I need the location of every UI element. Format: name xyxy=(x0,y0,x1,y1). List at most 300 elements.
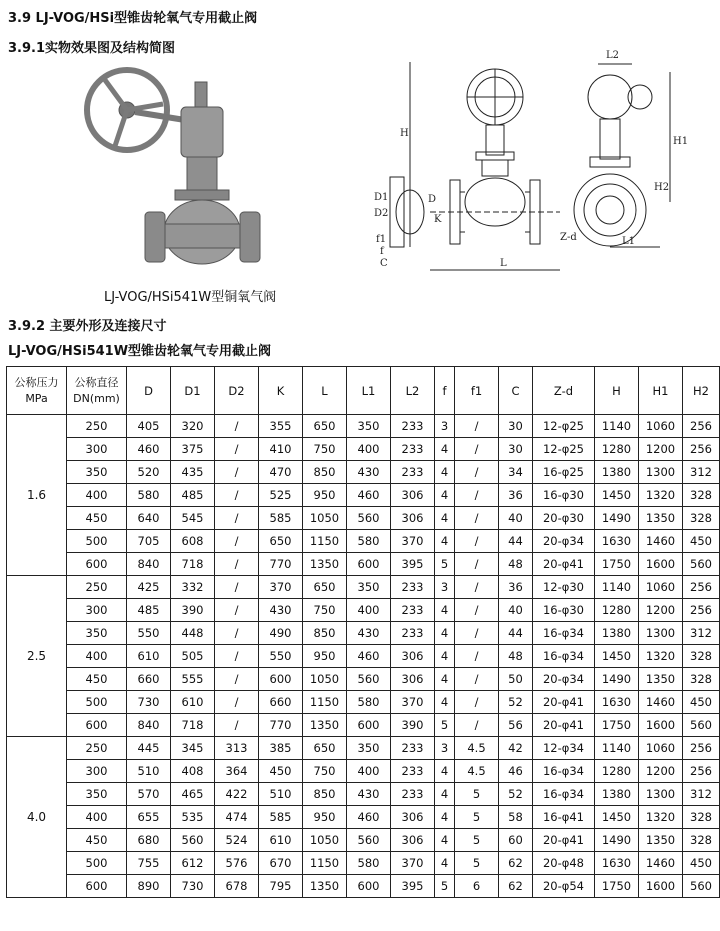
table-cell: 4 xyxy=(435,852,455,875)
table-cell: 730 xyxy=(127,691,171,714)
table-cell: 375 xyxy=(171,438,215,461)
table-cell: 300 xyxy=(67,760,127,783)
table-cell: / xyxy=(215,645,259,668)
table-cell: 256 xyxy=(683,438,720,461)
table-cell: / xyxy=(455,645,499,668)
table-cell: 4 xyxy=(435,668,455,691)
label-d2: D2 xyxy=(374,208,389,219)
table-cell: 408 xyxy=(171,760,215,783)
table-cell: / xyxy=(455,668,499,691)
table-cell: 233 xyxy=(391,760,435,783)
table-cell: 364 xyxy=(215,760,259,783)
table-cell: 233 xyxy=(391,438,435,461)
table-cell: 430 xyxy=(347,461,391,484)
table-cell: 500 xyxy=(67,852,127,875)
table-cell: 5 xyxy=(455,806,499,829)
table-cell: 6 xyxy=(455,875,499,898)
table-cell: 256 xyxy=(683,415,720,438)
table-cell: 840 xyxy=(127,553,171,576)
label-h: H xyxy=(400,128,409,139)
table-row xyxy=(7,415,720,438)
table-cell: 450 xyxy=(67,668,127,691)
table-cell: 312 xyxy=(683,783,720,806)
table-cell: 450 xyxy=(259,760,303,783)
table-cell: 400 xyxy=(347,599,391,622)
table-cell: 48 xyxy=(499,645,533,668)
table-cell: 600 xyxy=(67,875,127,898)
table-row xyxy=(7,507,720,530)
table-cell: / xyxy=(455,553,499,576)
table-cell: 545 xyxy=(171,507,215,530)
table-cell: 474 xyxy=(215,806,259,829)
table-cell: 1450 xyxy=(595,484,639,507)
table-cell: 370 xyxy=(391,691,435,714)
table-cell: 400 xyxy=(67,806,127,829)
table-row xyxy=(7,829,720,852)
table-cell: 12-φ25 xyxy=(533,415,595,438)
table-cell: 1300 xyxy=(639,461,683,484)
table-cell: 313 xyxy=(215,737,259,760)
table-cell: 400 xyxy=(67,484,127,507)
table-cell: 46 xyxy=(499,760,533,783)
table-cell: 580 xyxy=(347,691,391,714)
table-cell: 600 xyxy=(347,875,391,898)
table-cell: 42 xyxy=(499,737,533,760)
table-cell: / xyxy=(455,461,499,484)
table-cell: 345 xyxy=(171,737,215,760)
table-cell: 20-φ34 xyxy=(533,530,595,553)
table-cell: 650 xyxy=(303,415,347,438)
table-cell: 580 xyxy=(347,530,391,553)
table-cell: 580 xyxy=(127,484,171,507)
table-cell: 1060 xyxy=(639,737,683,760)
column-header: 公称压力MPa xyxy=(7,367,67,415)
table-cell: 680 xyxy=(127,829,171,852)
table-cell: 4.5 xyxy=(455,737,499,760)
label-f1: f1 xyxy=(376,234,387,245)
table-row xyxy=(7,875,720,898)
table-cell: 5 xyxy=(455,852,499,875)
table-cell: 1600 xyxy=(639,875,683,898)
table-cell: / xyxy=(455,622,499,645)
table-cell: 400 xyxy=(67,645,127,668)
valve-structure-drawing xyxy=(370,42,690,282)
table-cell: 1300 xyxy=(639,622,683,645)
table-cell: 328 xyxy=(683,645,720,668)
table-cell: 1600 xyxy=(639,714,683,737)
table-cell: 52 xyxy=(499,783,533,806)
table-title: LJ-VOG/HSi541W型锥齿轮氧气专用截止阀 xyxy=(8,344,272,359)
table-cell: 320 xyxy=(171,415,215,438)
label-c: C xyxy=(380,258,388,269)
table-cell: 650 xyxy=(303,737,347,760)
table-row xyxy=(7,438,720,461)
table-cell: 250 xyxy=(67,415,127,438)
table-cell: 370 xyxy=(391,852,435,875)
table-cell: 525 xyxy=(259,484,303,507)
label-z-d: Z-d xyxy=(560,232,577,243)
table-cell: 435 xyxy=(171,461,215,484)
table-cell: / xyxy=(455,691,499,714)
subsection-title: 3.9.1实物效果图及结构简图 xyxy=(8,41,176,56)
table-cell: 12-φ30 xyxy=(533,576,595,599)
table-cell: 560 xyxy=(683,714,720,737)
table-cell: 770 xyxy=(259,714,303,737)
table-cell: 4 xyxy=(435,438,455,461)
table-header-row xyxy=(7,367,720,415)
table-cell: 3 xyxy=(435,737,455,760)
table-cell: 1150 xyxy=(303,691,347,714)
table-cell: 1350 xyxy=(303,553,347,576)
table-cell: 20-φ48 xyxy=(533,852,595,875)
table-cell: 233 xyxy=(391,622,435,645)
table-cell: 16-φ30 xyxy=(533,599,595,622)
table-cell: 300 xyxy=(67,438,127,461)
valve-photo xyxy=(75,62,275,282)
table-cell: 12-φ25 xyxy=(533,438,595,461)
table-cell: 4 xyxy=(435,829,455,852)
table-cell: 1350 xyxy=(639,507,683,530)
table-cell: 370 xyxy=(391,530,435,553)
table-cell: 350 xyxy=(347,737,391,760)
table-row xyxy=(7,760,720,783)
table-cell: 233 xyxy=(391,783,435,806)
table-cell: 430 xyxy=(347,622,391,645)
table-cell: 390 xyxy=(391,714,435,737)
table-cell: 306 xyxy=(391,668,435,691)
table-cell: / xyxy=(455,484,499,507)
table-cell: / xyxy=(215,530,259,553)
table-cell: 650 xyxy=(303,576,347,599)
table-cell: 1630 xyxy=(595,852,639,875)
table-cell: 1320 xyxy=(639,806,683,829)
table-cell: 1140 xyxy=(595,415,639,438)
table-cell: 370 xyxy=(259,576,303,599)
table-cell: 850 xyxy=(303,461,347,484)
table-cell: 1280 xyxy=(595,599,639,622)
table-cell: 1300 xyxy=(639,783,683,806)
table-cell: / xyxy=(455,507,499,530)
table-cell: 1150 xyxy=(303,852,347,875)
column-header: D2 xyxy=(215,367,259,415)
table-cell: 16-φ34 xyxy=(533,760,595,783)
table-cell: 678 xyxy=(215,875,259,898)
table-cell: 1460 xyxy=(639,691,683,714)
table-cell: 20-φ41 xyxy=(533,829,595,852)
table-cell: 56 xyxy=(499,714,533,737)
table-cell: 560 xyxy=(347,668,391,691)
table-cell: 600 xyxy=(67,553,127,576)
table-cell: 560 xyxy=(683,553,720,576)
table-cell: 425 xyxy=(127,576,171,599)
table-cell: 4 xyxy=(435,530,455,553)
table-cell: 256 xyxy=(683,737,720,760)
table-cell: 1280 xyxy=(595,760,639,783)
table-cell: / xyxy=(455,714,499,737)
table-cell: 312 xyxy=(683,622,720,645)
table-cell: 44 xyxy=(499,530,533,553)
column-header: f1 xyxy=(455,367,499,415)
table-cell: 750 xyxy=(303,599,347,622)
column-header: H2 xyxy=(683,367,720,415)
table-cell: 718 xyxy=(171,553,215,576)
table-cell: 1050 xyxy=(303,668,347,691)
table-cell: 390 xyxy=(171,599,215,622)
table-cell: 405 xyxy=(127,415,171,438)
table-cell: 524 xyxy=(215,829,259,852)
table-cell: 608 xyxy=(171,530,215,553)
table-cell: / xyxy=(215,484,259,507)
table-cell: 585 xyxy=(259,806,303,829)
label-l1: L1 xyxy=(622,236,636,247)
table-cell: 62 xyxy=(499,852,533,875)
table-cell: 306 xyxy=(391,829,435,852)
table-cell: 355 xyxy=(259,415,303,438)
table-cell: 600 xyxy=(259,668,303,691)
table-cell: 20-φ41 xyxy=(533,714,595,737)
table-cell: 395 xyxy=(391,553,435,576)
table-cell: 312 xyxy=(683,461,720,484)
table-cell: 422 xyxy=(215,783,259,806)
table-cell: 328 xyxy=(683,484,720,507)
table-cell: 306 xyxy=(391,806,435,829)
table-cell: 1140 xyxy=(595,576,639,599)
table-cell: 640 xyxy=(127,507,171,530)
pressure-cell: 4.0 xyxy=(7,737,67,898)
table-cell: 770 xyxy=(259,553,303,576)
table-cell: 660 xyxy=(127,668,171,691)
table-row xyxy=(7,622,720,645)
table-cell: 30 xyxy=(499,415,533,438)
table-cell: / xyxy=(215,553,259,576)
table-row xyxy=(7,668,720,691)
table-cell: 4 xyxy=(435,691,455,714)
table-cell: 1490 xyxy=(595,829,639,852)
table-cell: / xyxy=(215,622,259,645)
table-row xyxy=(7,714,720,737)
table-cell: 448 xyxy=(171,622,215,645)
table-cell: 705 xyxy=(127,530,171,553)
table-cell: / xyxy=(215,599,259,622)
table-cell: 610 xyxy=(259,829,303,852)
table-cell: 510 xyxy=(259,783,303,806)
table-cell: / xyxy=(215,691,259,714)
table-row xyxy=(7,852,720,875)
table-cell: 950 xyxy=(303,484,347,507)
table-cell: 233 xyxy=(391,737,435,760)
table-cell: 1750 xyxy=(595,875,639,898)
table-cell: 580 xyxy=(347,852,391,875)
table-cell: 718 xyxy=(171,714,215,737)
table-cell: 328 xyxy=(683,507,720,530)
table-cell: 1750 xyxy=(595,714,639,737)
table-cell: 34 xyxy=(499,461,533,484)
table-cell: 1280 xyxy=(595,438,639,461)
table-cell: 660 xyxy=(259,691,303,714)
table-cell: 535 xyxy=(171,806,215,829)
table-cell: 20-φ34 xyxy=(533,668,595,691)
table-cell: 1350 xyxy=(639,829,683,852)
table-cell: 1490 xyxy=(595,507,639,530)
table-cell: 4 xyxy=(435,806,455,829)
table-cell: / xyxy=(215,576,259,599)
table-cell: 350 xyxy=(347,415,391,438)
table-cell: 62 xyxy=(499,875,533,898)
table-cell: 16-φ25 xyxy=(533,461,595,484)
table-cell: 465 xyxy=(171,783,215,806)
table-cell: 1630 xyxy=(595,530,639,553)
table-cell: 350 xyxy=(67,622,127,645)
table-cell: 445 xyxy=(127,737,171,760)
table-cell: 1200 xyxy=(639,599,683,622)
table-cell: 950 xyxy=(303,806,347,829)
table-cell: / xyxy=(215,714,259,737)
table-cell: 430 xyxy=(259,599,303,622)
table-cell: 576 xyxy=(215,852,259,875)
table-cell: 1140 xyxy=(595,737,639,760)
table-row xyxy=(7,553,720,576)
column-header: L1 xyxy=(347,367,391,415)
table-cell: 350 xyxy=(347,576,391,599)
table-cell: 256 xyxy=(683,760,720,783)
table-cell: 520 xyxy=(127,461,171,484)
table-cell: 306 xyxy=(391,507,435,530)
table-cell: 1450 xyxy=(595,806,639,829)
table-row xyxy=(7,783,720,806)
table-row xyxy=(7,737,720,760)
table-cell: 52 xyxy=(499,691,533,714)
table-cell: 385 xyxy=(259,737,303,760)
table-cell: 500 xyxy=(67,530,127,553)
table-cell: 233 xyxy=(391,415,435,438)
table-cell: 60 xyxy=(499,829,533,852)
table-cell: / xyxy=(455,530,499,553)
table-row xyxy=(7,484,720,507)
column-header: H1 xyxy=(639,367,683,415)
label-l: L xyxy=(500,258,507,269)
table-cell: 16-φ34 xyxy=(533,622,595,645)
table-cell: 1380 xyxy=(595,461,639,484)
table-cell: 450 xyxy=(67,507,127,530)
table-cell: 450 xyxy=(67,829,127,852)
table-cell: 328 xyxy=(683,668,720,691)
table-cell: 328 xyxy=(683,829,720,852)
table-cell: 16-φ34 xyxy=(533,783,595,806)
table-cell: 550 xyxy=(127,622,171,645)
table-cell: 655 xyxy=(127,806,171,829)
table-cell: 350 xyxy=(67,783,127,806)
table-cell: 300 xyxy=(67,599,127,622)
label-h2: H2 xyxy=(654,182,670,193)
table-cell: 510 xyxy=(127,760,171,783)
table-cell: / xyxy=(215,438,259,461)
table-row xyxy=(7,530,720,553)
table-cell: 4 xyxy=(435,645,455,668)
column-header: f xyxy=(435,367,455,415)
table-cell: 5 xyxy=(435,714,455,737)
table-cell: 795 xyxy=(259,875,303,898)
table-cell: 4 xyxy=(435,783,455,806)
table-cell: 1060 xyxy=(639,415,683,438)
table-cell: 395 xyxy=(391,875,435,898)
column-header: L xyxy=(303,367,347,415)
table-cell: / xyxy=(215,415,259,438)
table-cell: 1630 xyxy=(595,691,639,714)
table-cell: / xyxy=(455,599,499,622)
table-cell: 650 xyxy=(259,530,303,553)
table-cell: 560 xyxy=(347,829,391,852)
table-cell: 306 xyxy=(391,645,435,668)
table-cell: 460 xyxy=(347,645,391,668)
pressure-cell: 1.6 xyxy=(7,415,67,576)
table-cell: 850 xyxy=(303,622,347,645)
table-cell: 1320 xyxy=(639,645,683,668)
table-cell: / xyxy=(455,438,499,461)
table-cell: / xyxy=(215,668,259,691)
table-cell: 36 xyxy=(499,576,533,599)
table-cell: 430 xyxy=(347,783,391,806)
table-cell: 400 xyxy=(347,760,391,783)
table-cell: / xyxy=(215,461,259,484)
table-cell: 12-φ34 xyxy=(533,737,595,760)
table-cell: 20-φ41 xyxy=(533,553,595,576)
column-header: H xyxy=(595,367,639,415)
table-cell: 485 xyxy=(171,484,215,507)
table-cell: 560 xyxy=(347,507,391,530)
table-cell: / xyxy=(215,507,259,530)
table-cell: 306 xyxy=(391,484,435,507)
table-cell: 505 xyxy=(171,645,215,668)
label-l2: L2 xyxy=(606,50,620,61)
table-cell: 250 xyxy=(67,737,127,760)
table-cell: 1460 xyxy=(639,530,683,553)
table-cell: 16-φ34 xyxy=(533,645,595,668)
table-cell: 450 xyxy=(683,852,720,875)
table-cell: 1450 xyxy=(595,645,639,668)
table-cell: 1380 xyxy=(595,622,639,645)
table-cell: 460 xyxy=(127,438,171,461)
table-row xyxy=(7,806,720,829)
table-row xyxy=(7,576,720,599)
dimensions-heading: 3.9.2 主要外形及连接尺寸 xyxy=(8,319,167,334)
table-cell: 400 xyxy=(347,438,391,461)
table-cell: 20-φ30 xyxy=(533,507,595,530)
table-cell: 5 xyxy=(435,875,455,898)
table-row xyxy=(7,599,720,622)
table-row xyxy=(7,461,720,484)
label-h1: H1 xyxy=(673,136,689,147)
table-cell: 730 xyxy=(171,875,215,898)
table-cell: 58 xyxy=(499,806,533,829)
table-cell: 490 xyxy=(259,622,303,645)
label-d1: D1 xyxy=(374,192,389,203)
column-header: K xyxy=(259,367,303,415)
table-cell: 610 xyxy=(171,691,215,714)
table-cell: 450 xyxy=(683,691,720,714)
table-cell: 1050 xyxy=(303,507,347,530)
table-cell: 840 xyxy=(127,714,171,737)
table-row xyxy=(7,645,720,668)
pressure-cell: 2.5 xyxy=(7,576,67,737)
table-cell: 750 xyxy=(303,438,347,461)
table-cell: 1380 xyxy=(595,783,639,806)
table-cell: 328 xyxy=(683,806,720,829)
table-cell: 1490 xyxy=(595,668,639,691)
table-cell: 20-φ54 xyxy=(533,875,595,898)
table-cell: 256 xyxy=(683,599,720,622)
table-cell: 1350 xyxy=(303,875,347,898)
column-header: L2 xyxy=(391,367,435,415)
